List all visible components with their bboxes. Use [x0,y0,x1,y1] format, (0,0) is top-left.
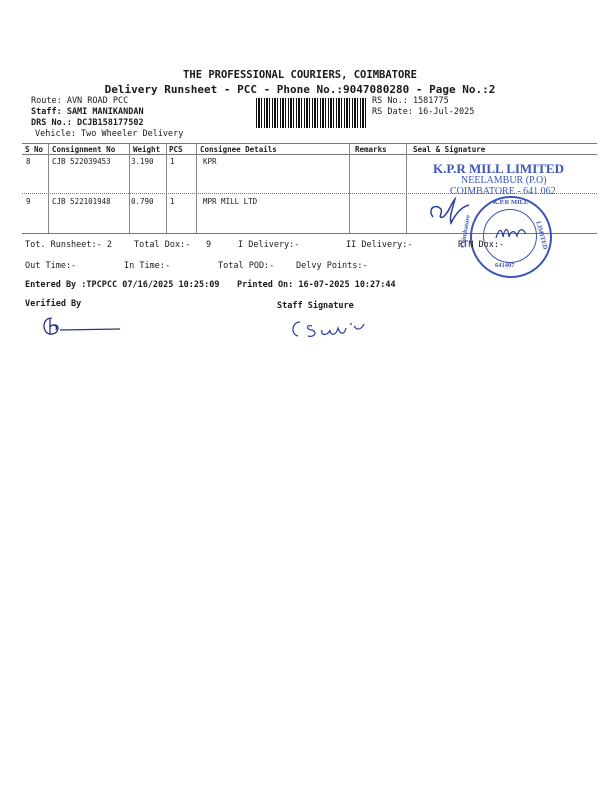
route-label: Route: AVN ROAD PCC [31,96,129,106]
rs-number: RS No.: 1581775 [372,96,449,106]
col-header-consignee: Consignee Details [200,145,277,154]
round-seal-bottom-text: 641407 [495,262,515,269]
col-header-seal: Seal & Signature [413,145,486,154]
in-time: In Time:- [124,261,171,271]
stamp-company: K.P.R MILL LIMITED [433,161,564,176]
staff-signature-label: Staff Signature [277,301,354,311]
col-header-sno: S No [25,145,44,154]
printed-on: Printed On: 16-07-2025 10:27:44 [237,280,396,290]
table-top-border [22,143,597,144]
col-divider [196,143,197,233]
row-consignment: CJB 522039453 [52,157,111,166]
round-seal-left-text: Coimbatore [459,214,472,249]
staff-label: Staff: SAMI MANIKANDAN [31,107,144,117]
stamp-city: COIMBATORE - 641 062 [450,186,556,197]
round-seal-top-text: K.P.R MILL [493,199,529,206]
col-divider [406,143,407,233]
col-divider [349,143,350,233]
drs-label: DRS No.: DCJB158177502 [31,118,144,128]
barcode-image [256,98,368,128]
row-consignee: MPR MILL LTD [203,197,258,206]
col-header-consignment: Consignment No [52,145,116,154]
table-header-border [22,154,597,155]
col-divider [129,143,130,233]
row-pcs: 1 [170,157,175,166]
i-delivery: I Delivery:- [238,240,300,250]
total-pod: Total POD:- [218,261,275,271]
row-consignee: KPR [203,157,217,166]
vehicle-label: Vehicle: Two Wheeler Delivery [35,129,184,139]
rs-date: RS Date: 16-Jul-2025 [372,107,475,117]
row-consignment: CJB 522101948 [52,197,111,206]
row-sno: 8 [26,157,31,166]
col-header-weight: Weight [133,145,161,154]
col-header-pcs: PCS [169,145,183,154]
col-divider [166,143,167,233]
company-title: THE PROFESSIONAL COURIERS, COIMBATORE [183,69,417,81]
row-weight: 0.790 [131,197,154,206]
stamp-place: NEELAMBUR (P.O) [461,175,547,186]
col-divider [48,143,49,233]
delvy-points: Delvy Points:- [296,261,368,271]
staff-signature [286,316,370,340]
row-weight: 3.190 [131,157,154,166]
row-sno: 9 [26,197,31,206]
row-pcs: 1 [170,197,175,206]
total-dox-value: 9 [206,240,212,250]
tot-runsheet: Tot. Runsheet:- 2 [25,240,112,250]
rtn-dox: RTN Dox:- [458,240,505,250]
verified-by-label: Verified By [25,299,82,309]
ii-delivery: II Delivery:- [346,240,413,250]
col-header-remarks: Remarks [355,145,387,154]
total-dox-label: Total Dox:- [134,240,191,250]
receiver-signature [425,195,475,227]
runsheet-subtitle: Delivery Runsheet - PCC - Phone No.:9047080280 - Page No.:2 [104,83,496,96]
out-time: Out Time:- [25,261,77,271]
entered-by: Entered By :TPCPCC 07/16/2025 10:25:09 [25,280,220,290]
verified-by-signature [40,314,124,338]
round-seal-right-text: LIMITED [534,220,549,251]
